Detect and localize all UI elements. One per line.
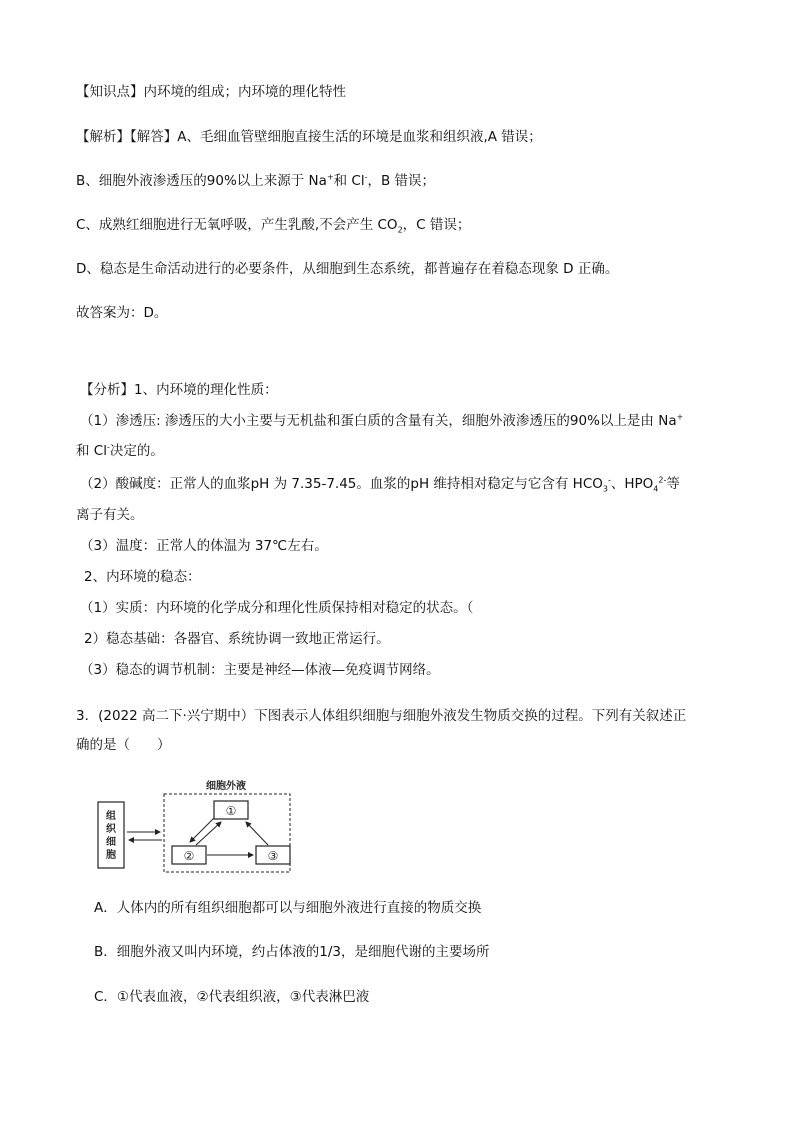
final-answer: 故答案为：D。	[76, 305, 168, 321]
analysis-answer: 【解析】【解答】A、毛细血管壁细胞直接生活的环境是血浆和组织液,A 错误；	[76, 129, 542, 145]
osmotic-pressure-line1: （1）渗透压: 渗透压的大小主要与无机盐和蛋白质的含量有关，细胞外液渗透压的90%以上是由 Na+	[80, 412, 684, 429]
extracellular-fluid-title: 细胞外液	[206, 781, 246, 792]
option-c: C．①代表血液，②代表组织液，③代表淋巴液	[94, 989, 370, 1005]
arrow-1-to-2	[190, 818, 214, 842]
temperature-line: （3）温度：正常人的体温为 37℃左右。	[80, 538, 328, 554]
node-2-label: ②	[183, 849, 195, 863]
node-3-label: ③	[267, 849, 279, 863]
tissue-cell-char-4: 胞	[106, 850, 116, 861]
arrow-3-to-1	[246, 822, 268, 845]
ph-line1: （2）酸碱度：正常人的血浆pH 为 7.35-7.45。血浆的pH 维持相对稳定与它含有 $HCO_3^-$、$HPO_4^{2-}$等	[80, 475, 680, 494]
answer-b: B、细胞外液渗透压的90%以上来源于 Na+和 Cl-，B 错误；	[76, 172, 436, 189]
osmotic-pressure-line2: 和 Cl-决定的。	[76, 442, 164, 459]
homeostasis-basis: 2）稳态基础：各器官、系统协调一致地正常运行。	[84, 631, 390, 647]
homeostasis-essence: （1）实质：内环境的化学成分和理化性质保持相对稳定的状态。（	[80, 600, 474, 616]
arrow-2-to-1	[196, 822, 221, 845]
ph-line2: 离子有关。	[76, 507, 144, 523]
tissue-cell-char-2: 织	[106, 824, 116, 835]
node-1-label: ①	[225, 804, 237, 818]
answer-c: C、成熟红细胞进行无氧呼吸，产生乳酸,不会产生 $CO_2$，C 错误；	[76, 217, 471, 235]
option-b: B．细胞外液又叫内环境，约占体液的1/3，是细胞代谢的主要场所	[94, 944, 490, 960]
tissue-cell-char-1: 组	[106, 811, 116, 822]
homeostasis-title: 2、内环境的稳态：	[84, 569, 201, 585]
knowledge-point: 【知识点】内环境的组成；内环境的理化特性	[76, 84, 346, 100]
homeostasis-mechanism: （3）稳态的调节机制：主要是神经—体液—免疫调节网络。	[80, 662, 440, 678]
option-a: A．人体内的所有组织细胞都可以与细胞外液进行直接的物质交换	[94, 900, 482, 916]
answer-d: D、稳态是生命活动进行的必要条件，从细胞到生态系统，都普遍存在着稳态现象 D 正确。	[76, 261, 619, 277]
question-3-stem-cont: 确的是（ ）	[76, 737, 171, 753]
question-3-stem: 3．(2022 高二下·兴宁期中）下图表示人体组织细胞与细胞外液发生物质交换的过程。下列有关叙述正	[76, 708, 687, 724]
tissue-cell-char-3: 细	[106, 837, 116, 848]
exchange-diagram	[96, 776, 296, 876]
analysis-title: 【分析】1、内环境的理化性质：	[80, 382, 278, 398]
